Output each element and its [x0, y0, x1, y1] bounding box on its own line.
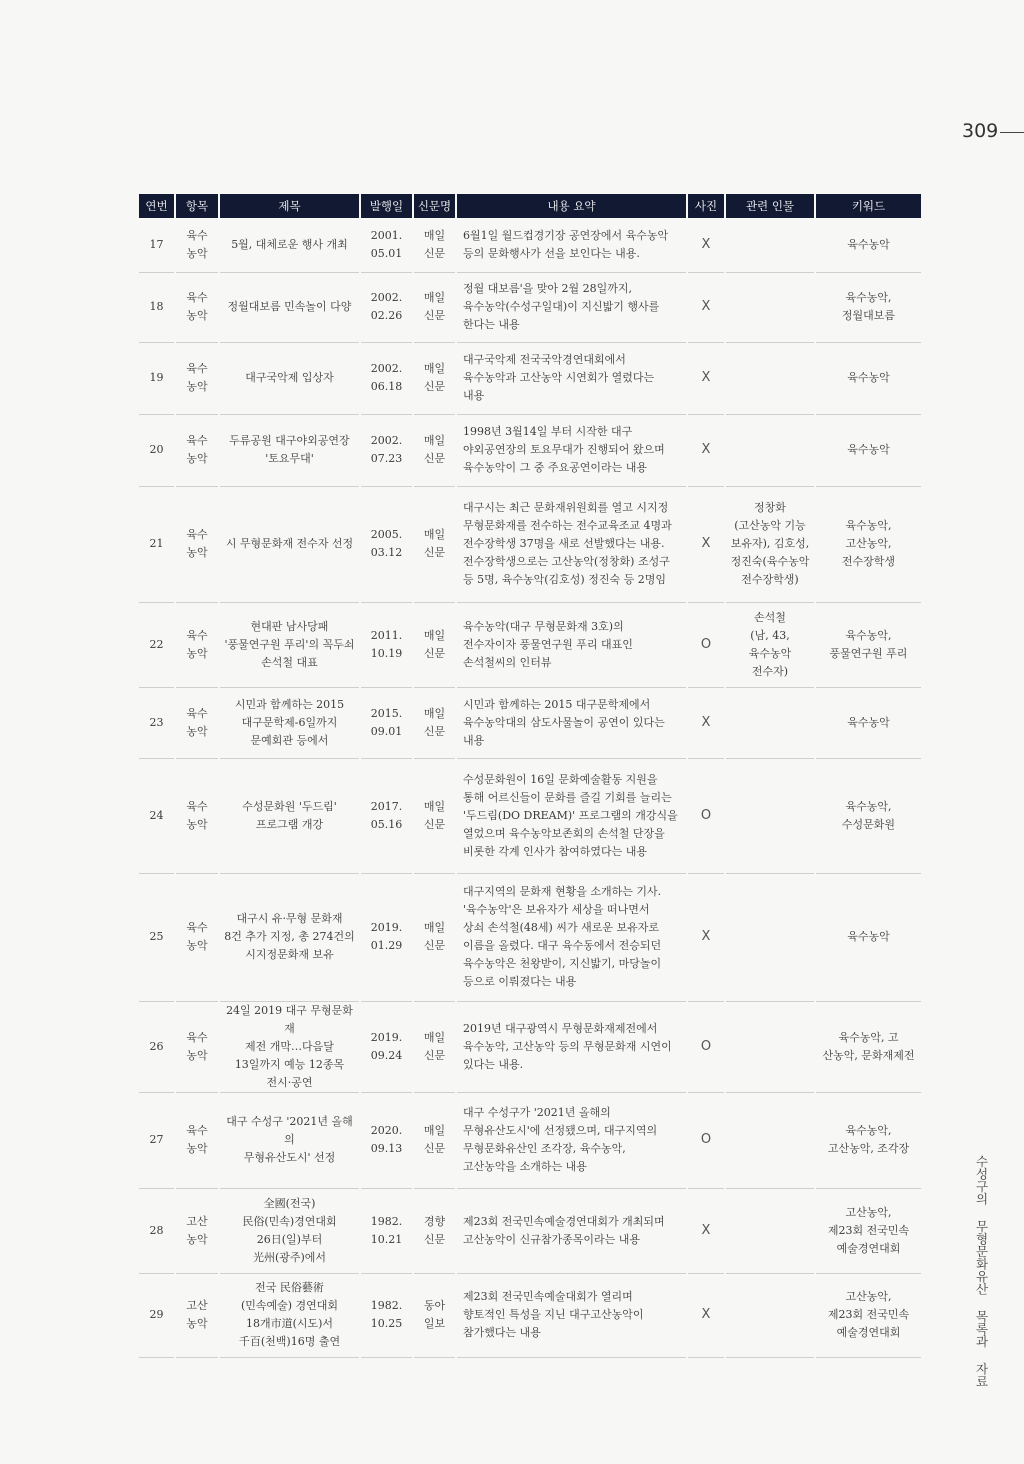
- cell-paper: 동아 일보: [413, 1273, 456, 1357]
- cell-keyword: 육수농악, 고산농악, 조각장: [815, 1092, 921, 1188]
- cell-item: 육수 농악: [175, 873, 219, 1001]
- cell-person: [725, 1092, 815, 1188]
- cell-item: 고산 농악: [175, 1188, 219, 1273]
- cell-keyword: 육수농악: [815, 873, 921, 1001]
- table-row: [139, 1273, 921, 1357]
- cell-paper: 매일 신문: [413, 1001, 456, 1092]
- table-row: [139, 687, 921, 758]
- cell-photo: X: [687, 1188, 725, 1273]
- cell-person: [725, 414, 815, 486]
- cell-photo: X: [687, 272, 725, 342]
- cell-title: 두류공원 대구야외공연장 '토요무대': [219, 414, 360, 486]
- page-number-rule: [1000, 132, 1024, 133]
- header-paper: 신문명: [413, 194, 456, 218]
- cell-no: 23: [139, 687, 175, 758]
- cell-item: 육수 농악: [175, 218, 219, 272]
- table-row: [139, 1188, 921, 1273]
- cell-summary: 제23회 전국민속예술경연대회가 개최되며 고산농악이 신규참가종목이라는 내용: [456, 1188, 687, 1273]
- cell-paper: 매일 신문: [413, 687, 456, 758]
- cell-keyword: 육수농악: [815, 687, 921, 758]
- cell-date: 2005. 03.12: [360, 486, 413, 602]
- cell-title: 전국 民俗藝術 (민속예술) 경연대회 18개市道(시도)서 千百(천백)16명 출연: [219, 1273, 360, 1357]
- cell-summary: 6월1일 월드컵경기장 공연장에서 육수농악 등의 문화행사가 선을 보인다는 내용.: [456, 218, 687, 272]
- cell-photo: X: [687, 687, 725, 758]
- cell-date: 2020. 09.13: [360, 1092, 413, 1188]
- cell-item: 고산 농악: [175, 1273, 219, 1357]
- cell-summary: 제23회 전국민속예술대회가 열리며 향토적인 특성을 지닌 대구고산농악이 참가했다는 내용: [456, 1273, 687, 1357]
- cell-summary: 육수농악(대구 무형문화재 3호)의 전수자이자 풍물연구원 푸리 대표인 손석철씨의 인터뷰: [456, 602, 687, 687]
- records-table: [139, 194, 921, 1358]
- cell-title: 수성문화원 '두드림' 프로그램 개강: [219, 758, 360, 873]
- cell-title: 24일 2019 대구 무형문화재 제전 개막…다음달 13일까지 예능 12종목 전시·공연: [219, 1001, 360, 1092]
- cell-photo: X: [687, 218, 725, 272]
- cell-title: 5월, 대체로운 행사 개최: [219, 218, 360, 272]
- cell-keyword: 육수농악: [815, 414, 921, 486]
- cell-person: [725, 342, 815, 414]
- cell-keyword: 육수농악: [815, 342, 921, 414]
- cell-summary: 대구지역의 문화재 현황을 소개하는 기사. '육수농악'은 보유자가 세상을 떠나면서 상쇠 손석철(48세) 씨가 새로운 보유자로 이름을 올렸다. 대구 육수동에서 전승되던 육수농악은 천왕받이, 지신밟기, 마당놀이 등으로 이뤄졌다는 내용: [456, 873, 687, 1001]
- cell-date: 2019. 09.24: [360, 1001, 413, 1092]
- table-row: [139, 1001, 921, 1092]
- cell-title: 全國(전국) 民俗(민속)경연대회 26日(일)부터 光州(광주)에서: [219, 1188, 360, 1273]
- table-row: [139, 414, 921, 486]
- cell-no: 29: [139, 1273, 175, 1357]
- cell-person: [725, 687, 815, 758]
- cell-photo: X: [687, 873, 725, 1001]
- cell-keyword: 육수농악, 고 산농악, 문화재제전: [815, 1001, 921, 1092]
- cell-no: 22: [139, 602, 175, 687]
- cell-person: [725, 1273, 815, 1357]
- cell-keyword: 육수농악: [815, 218, 921, 272]
- cell-summary: 정월 대보름'을 맞아 2월 28일까지, 육수농악(수성구일대)이 지신밟기 행사를 한다는 내용: [456, 272, 687, 342]
- cell-person: [725, 1001, 815, 1092]
- table-row: [139, 272, 921, 342]
- table-row: [139, 1092, 921, 1188]
- cell-photo: O: [687, 758, 725, 873]
- cell-photo: X: [687, 1273, 725, 1357]
- cell-paper: 매일 신문: [413, 272, 456, 342]
- cell-no: 24: [139, 758, 175, 873]
- cell-photo: O: [687, 1001, 725, 1092]
- cell-title: 시민과 함께하는 2015 대구문학제-6일까지 문예회관 등에서: [219, 687, 360, 758]
- side-title: 수성구의 무형문화유산 목록과 자료: [974, 1155, 989, 1388]
- cell-keyword: 육수농악, 고산농악, 전수장학생: [815, 486, 921, 602]
- cell-date: 2001. 05.01: [360, 218, 413, 272]
- header-item: 항목: [175, 194, 219, 218]
- cell-date: 2017. 05.16: [360, 758, 413, 873]
- cell-no: 18: [139, 272, 175, 342]
- table-row: [139, 342, 921, 414]
- header-person: 관련 인물: [725, 194, 815, 218]
- cell-summary: 대구시는 최근 문화재위원회를 열고 시지정 무형문화재를 전수하는 전수교육조교 4명과 전수장학생 37명을 새로 선발했다는 내용. 전수장학생으로는 고산농악(정창화) 조성구 등 5명, 육수농악(김호성) 정진숙 등 2명임: [456, 486, 687, 602]
- table-row: [139, 873, 921, 1001]
- cell-item: 육수 농악: [175, 342, 219, 414]
- header-no: 연번: [139, 194, 175, 218]
- cell-date: 2011. 10.19: [360, 602, 413, 687]
- cell-person: [725, 272, 815, 342]
- table-row: [139, 486, 921, 602]
- cell-title: 대구 수성구 '2021년 올해의 무형유산도시' 선정: [219, 1092, 360, 1188]
- cell-item: 육수 농악: [175, 414, 219, 486]
- cell-no: 27: [139, 1092, 175, 1188]
- cell-summary: 2019년 대구광역시 무형문화재제전에서 육수농악, 고산농악 등의 무형문화재 시연이 있다는 내용.: [456, 1001, 687, 1092]
- cell-keyword: 육수농악, 풍물연구원 푸리: [815, 602, 921, 687]
- cell-keyword: 육수농악, 정월대보름: [815, 272, 921, 342]
- header-photo: 사진: [687, 194, 725, 218]
- table-header-row: [139, 194, 921, 218]
- cell-no: 19: [139, 342, 175, 414]
- cell-summary: 시민과 함께하는 2015 대구문학제에서 육수농악대의 삼도사물놀이 공연이 있다는 내용: [456, 687, 687, 758]
- header-keyword: 키워드: [815, 194, 921, 218]
- cell-item: 육수 농악: [175, 602, 219, 687]
- cell-item: 육수 농악: [175, 1092, 219, 1188]
- cell-person: [725, 873, 815, 1001]
- cell-item: 육수 농악: [175, 486, 219, 602]
- table-body: [139, 218, 921, 1357]
- cell-paper: 매일 신문: [413, 486, 456, 602]
- cell-paper: 매일 신문: [413, 342, 456, 414]
- cell-item: 육수 농악: [175, 1001, 219, 1092]
- cell-item: 육수 농악: [175, 687, 219, 758]
- table-row: [139, 602, 921, 687]
- cell-no: 17: [139, 218, 175, 272]
- cell-photo: X: [687, 414, 725, 486]
- cell-photo: O: [687, 1092, 725, 1188]
- page-number: 309: [962, 120, 999, 142]
- cell-date: 2019. 01.29: [360, 873, 413, 1001]
- cell-no: 28: [139, 1188, 175, 1273]
- header-date: 발행일: [360, 194, 413, 218]
- cell-no: 21: [139, 486, 175, 602]
- cell-paper: 매일 신문: [413, 758, 456, 873]
- cell-keyword: 육수농악, 수성문화원: [815, 758, 921, 873]
- cell-summary: 대구 수성구가 '2021년 올해의 무형유산도시'에 선정됐으며, 대구지역의 무형문화유산인 조각장, 육수농악, 고산농악을 소개하는 내용: [456, 1092, 687, 1188]
- cell-date: 2015. 09.01: [360, 687, 413, 758]
- cell-person: 손석철 (남, 43, 육수농악 전수자): [725, 602, 815, 687]
- cell-summary: 수성문화원이 16일 문화예술활동 지원을 통해 어르신들이 문화를 즐길 기회를 늘리는 '두드림(DO DREAM)' 프로그램의 개강식을 열었으며 육수농악보존회의 손석철 단장을 비롯한 각계 인사가 참여하였다는 내용: [456, 758, 687, 873]
- cell-date: 2002. 07.23: [360, 414, 413, 486]
- cell-title: 대구국악제 입상자: [219, 342, 360, 414]
- cell-paper: 매일 신문: [413, 1092, 456, 1188]
- cell-date: 2002. 06.18: [360, 342, 413, 414]
- cell-title: 대구시 유·무형 문화재 8건 추가 지정, 총 274건의 시지정문화재 보유: [219, 873, 360, 1001]
- cell-person: [725, 218, 815, 272]
- cell-paper: 매일 신문: [413, 218, 456, 272]
- cell-date: 2002. 02.26: [360, 272, 413, 342]
- cell-title: 시 무형문화재 전수자 선정: [219, 486, 360, 602]
- cell-keyword: 고산농악, 제23회 전국민속 예술경연대회: [815, 1188, 921, 1273]
- cell-person: 정창화 (고산농악 기능 보유자), 김호성, 정진숙(육수농악 전수장학생): [725, 486, 815, 602]
- cell-photo: X: [687, 486, 725, 602]
- cell-summary: 대구국악제 전국국악경연대회에서 육수농악과 고산농악 시연회가 열렸다는 내용: [456, 342, 687, 414]
- table-row: [139, 758, 921, 873]
- cell-item: 육수 농악: [175, 272, 219, 342]
- cell-no: 25: [139, 873, 175, 1001]
- cell-paper: 매일 신문: [413, 602, 456, 687]
- cell-no: 20: [139, 414, 175, 486]
- cell-person: [725, 1188, 815, 1273]
- header-title: 제목: [219, 194, 360, 218]
- cell-person: [725, 758, 815, 873]
- cell-photo: O: [687, 602, 725, 687]
- cell-title: 정월대보름 민속놀이 다양: [219, 272, 360, 342]
- header-summary: 내용 요약: [456, 194, 687, 218]
- cell-paper: 매일 신문: [413, 873, 456, 1001]
- cell-title: 현대판 남사당패 '풍물연구원 푸리'의 꼭두쇠 손석철 대표: [219, 602, 360, 687]
- cell-photo: X: [687, 342, 725, 414]
- cell-date: 1982. 10.21: [360, 1188, 413, 1273]
- cell-summary: 1998년 3월14일 부터 시작한 대구 야외공연장의 토요무대가 진행되어 왔으며 육수농악이 그 중 주요공연이라는 내용: [456, 414, 687, 486]
- cell-item: 육수 농악: [175, 758, 219, 873]
- cell-no: 26: [139, 1001, 175, 1092]
- cell-keyword: 고산농악, 제23회 전국민속 예술경연대회: [815, 1273, 921, 1357]
- table-row: [139, 218, 921, 272]
- cell-paper: 매일 신문: [413, 414, 456, 486]
- cell-date: 1982. 10.25: [360, 1273, 413, 1357]
- cell-paper: 경향 신문: [413, 1188, 456, 1273]
